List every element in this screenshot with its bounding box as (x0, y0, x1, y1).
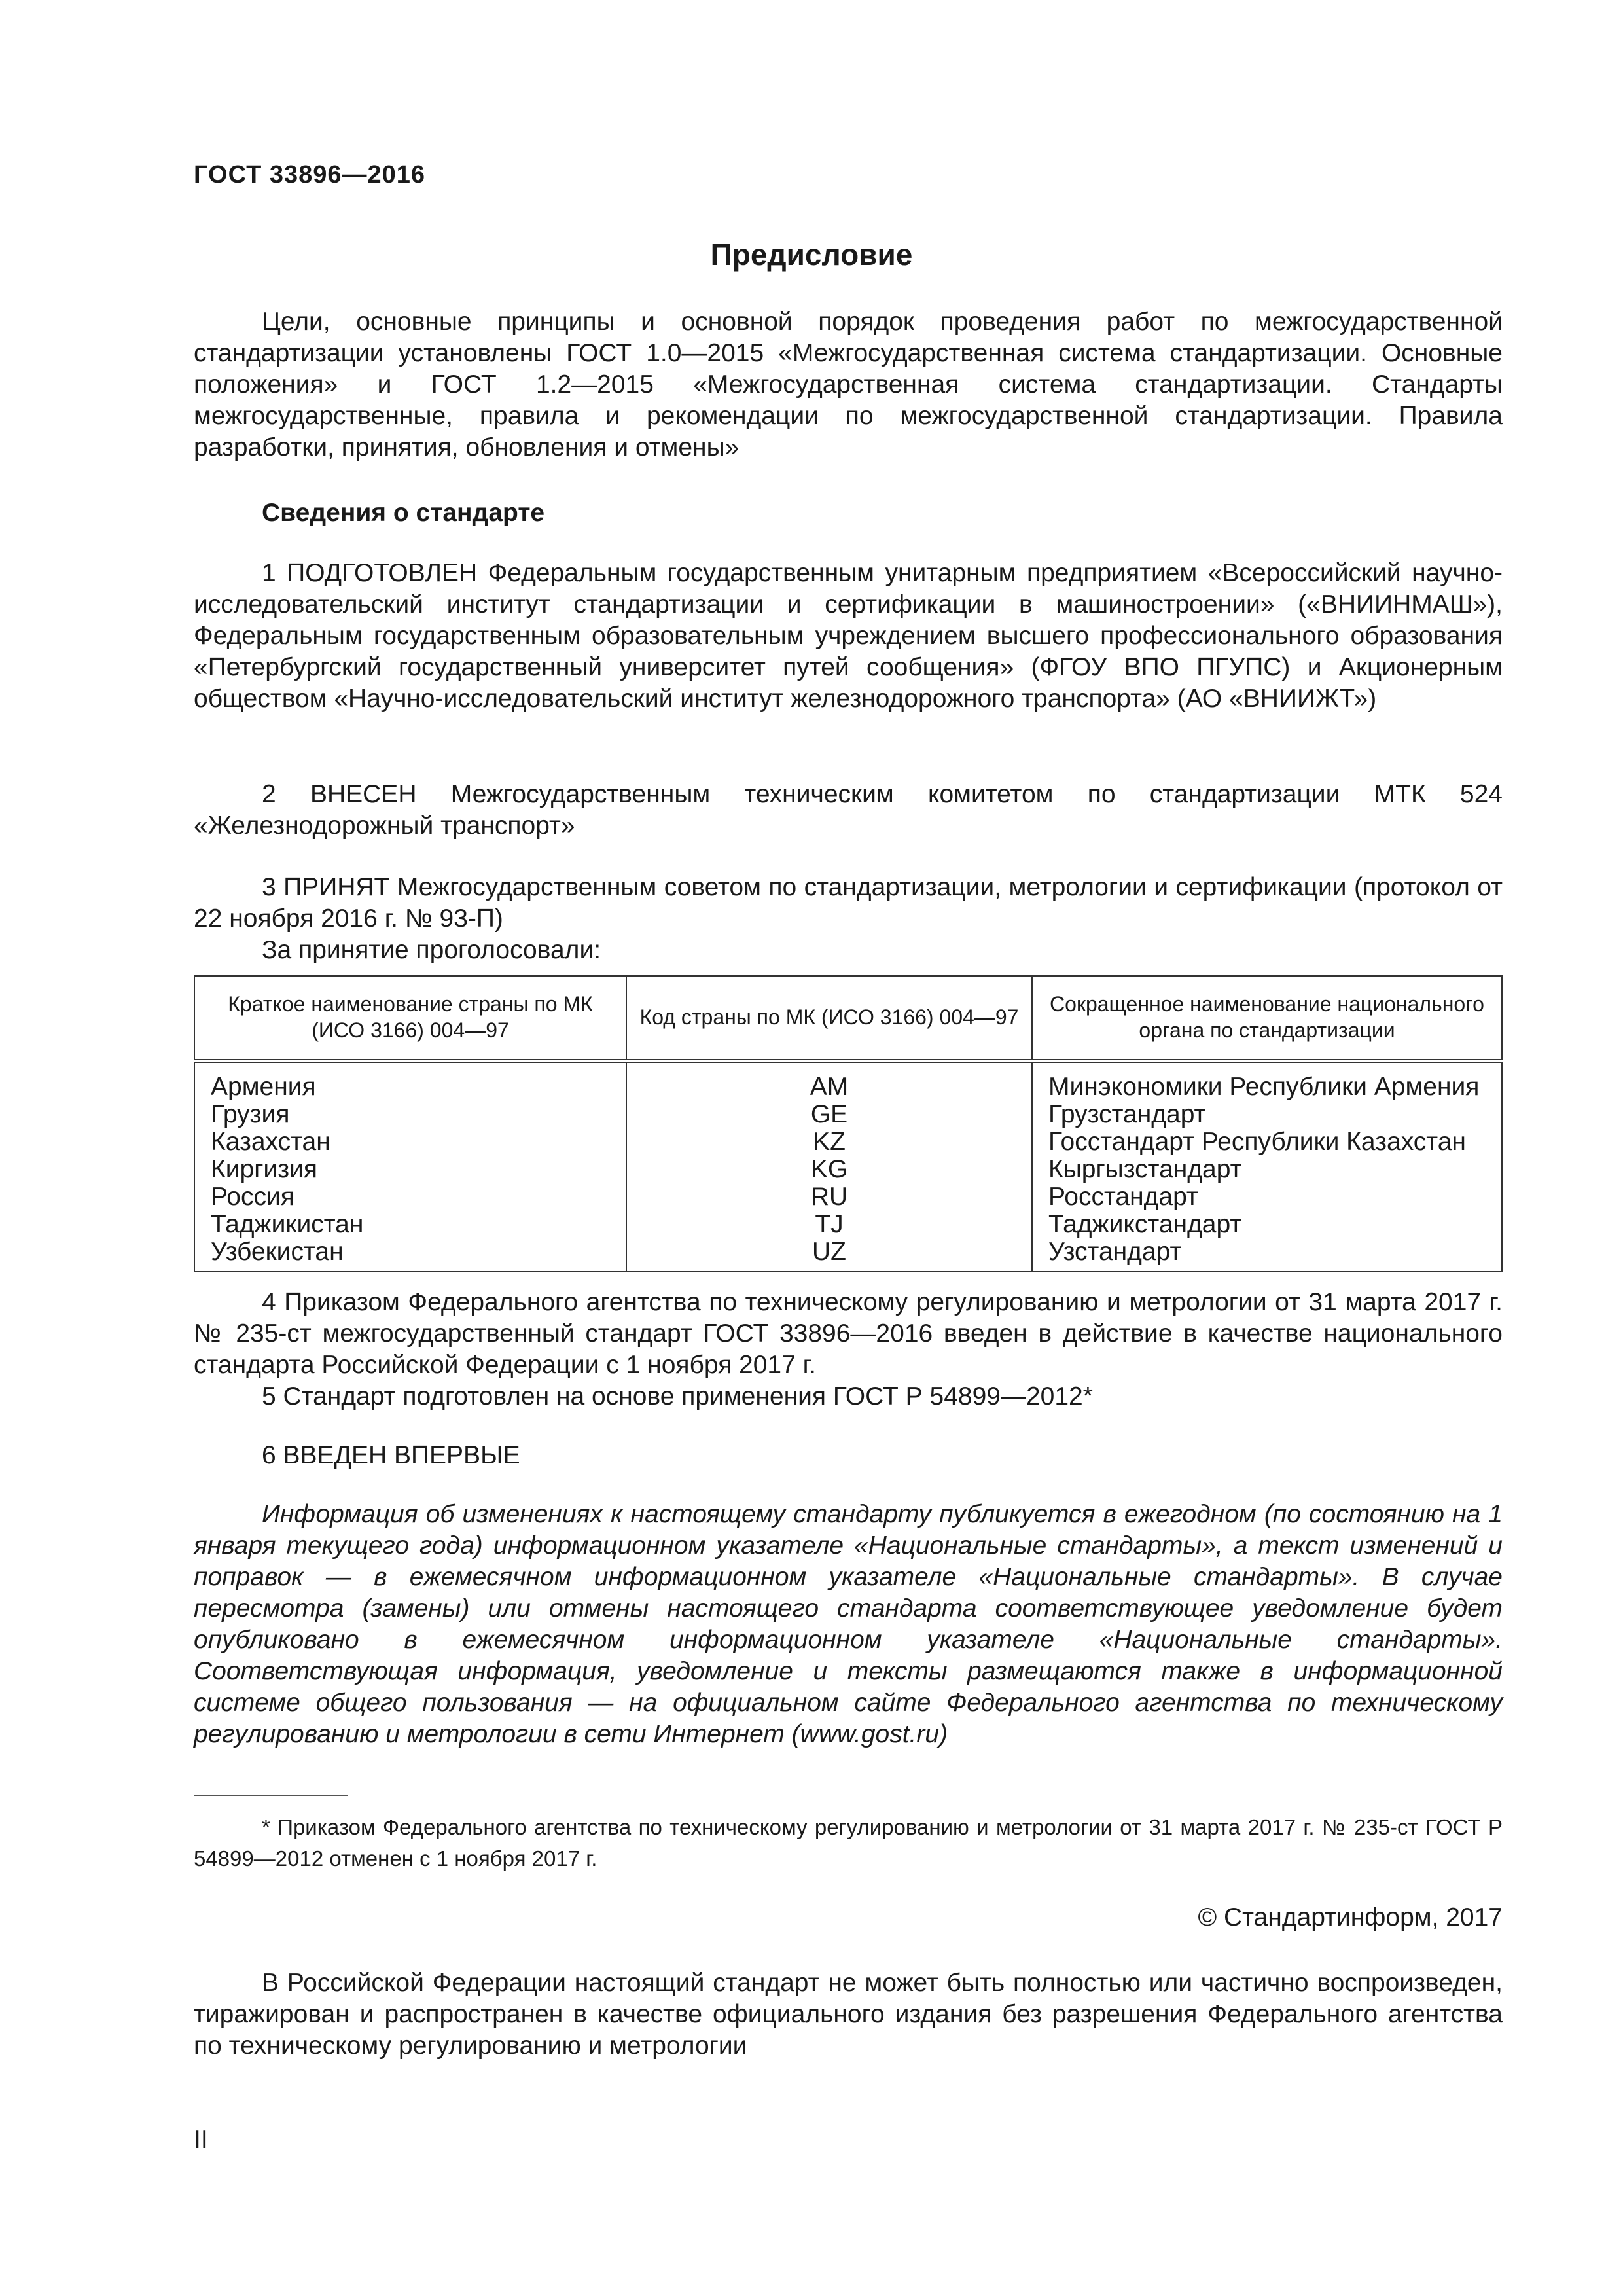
table-cell-country: Узбекистан (194, 1238, 626, 1272)
table-cell-code: UZ (626, 1238, 1032, 1272)
intro-paragraph: Цели, основные принципы и основной порядок проведения работ по межгосударственной стандартизации установлены ГОСТ 1.0—2015 «Межгосударственная система стандартизации. Основные положения» и ГОСТ 1.2—2015 «Межгосударственная система стандартизации. Стандарты межгосударственные, правила и рекомендации по межгосударственной стандартизации. Правила разработки, принятия, обновления и отмены» (194, 308, 1503, 461)
page-title: Предисловие (710, 238, 913, 272)
item-3-voters-caption: За принятие проголосовали: (262, 936, 601, 964)
table-cell-body: Грузстандарт (1032, 1101, 1502, 1128)
table-cell-body: Таджикстандарт (1032, 1211, 1502, 1238)
table-row (194, 1238, 1502, 1272)
item-5-basis: 5 Стандарт подготовлен на основе применения ГОСТ Р 54899—2012* (262, 1382, 1093, 1410)
changes-info-paragraph: Информация об изменениях к настоящему стандарту публикуется в ежегодном (по состоянию на 1 января текущего года) информационном указателе «Национальные стандарты», а текст изменений и поправок — в ежемесячном информационном указателе «Национальные стандарты». В случае пересмотра (замены) или отмены настоящего стандарта соответствующее уведомление будет опубликовано в ежемесячном информационном указателе «Национальные стандарты». Соответствующая информация, уведомление и тексты размещаются также в информационной системе общего пользования — на официальном сайте Федерального агентства по техническому регулированию и метрологии в сети Интернет (www.gost.ru) (194, 1500, 1503, 1748)
copyright: © Стандартинформ, 2017 (1198, 1903, 1503, 1931)
table-row (194, 1156, 1502, 1183)
table-row (194, 1101, 1502, 1128)
table-cell-country: Казахстан (194, 1128, 626, 1156)
voters-table (194, 975, 1503, 1272)
footnote: * Приказом Федерального агентства по техническому регулированию и метрологии от 31 марта 2017 г. № 235-ст ГОСТ Р 54899—2012 отменен с 1 ноября 2017 г. (194, 1815, 1503, 1871)
table-cell-body: Узстандарт (1032, 1238, 1502, 1272)
footnote-separator (194, 1795, 348, 1796)
table-cell-code: GE (626, 1101, 1032, 1128)
item-4-order: 4 Приказом Федерального агентства по техническому регулированию и метрологии от 31 марта 2017 г. № 235-ст межгосударственный стандарт ГОСТ 33896—2016 введен в действие в качестве национального стандарта Российской Федерации с 1 ноября 2017 г. (194, 1288, 1503, 1379)
table-header-body: Сокращенное наименование национального органа по стандартизации (1032, 976, 1502, 1061)
table-cell-code: KG (626, 1156, 1032, 1183)
item-6-first-introduced: 6 ВВЕДЕН ВПЕРВЫЕ (262, 1441, 520, 1469)
table-cell-country: Таджикистан (194, 1211, 626, 1238)
table-cell-country: Россия (194, 1183, 626, 1211)
reproduction-notice: В Российской Федерации настоящий стандарт не может быть полностью или частично воспроизведен, тиражирован и распространен в качестве официального издания без разрешения Федерального агентства по техническому регулированию и метрологии (194, 1969, 1503, 2060)
table-cell-body: Кыргызстандарт (1032, 1156, 1502, 1183)
table-header-code: Код страны по МК (ИСО 3166) 004—97 (626, 976, 1032, 1061)
table-cell-body: Госстандарт Республики Казахстан (1032, 1128, 1502, 1156)
table-cell-country: Грузия (194, 1101, 626, 1128)
table-header-country: Краткое наименование страны по МК (ИСО 3166) 004—97 (194, 976, 626, 1061)
table-cell-code: RU (626, 1183, 1032, 1211)
item-3-adopted: 3 ПРИНЯТ Межгосударственным советом по стандартизации, метрологии и сертификации (протокол от 22 ноября 2016 г. № 93-П) (194, 873, 1503, 933)
page-number: II (194, 2126, 208, 2154)
table-cell-code: AM (626, 1061, 1032, 1101)
table-cell-body: Минэкономики Республики Армения (1032, 1061, 1502, 1101)
item-1-prepared: 1 ПОДГОТОВЛЕН Федеральным государственным унитарным предприятием «Всероссийский научно-исследовательский институт стандартизации и сертификации в машиностроении» («ВНИИНМАШ»), Федеральным государственным образовательным учреждением высшего профессионального образования «Петербургский государственный университет путей сообщения» (ФГОУ ВПО ПГУПС) и Акционерным обществом «Научно-исследовательский институт железнодорожного транспорта» (АО «ВНИИЖТ») (194, 559, 1503, 713)
table-row (194, 1211, 1502, 1238)
table-cell-country: Армения (194, 1061, 626, 1101)
standard-code: ГОСТ 33896—2016 (194, 161, 426, 188)
table-row (194, 1183, 1502, 1211)
table-row (194, 1061, 1502, 1101)
table-cell-code: TJ (626, 1211, 1032, 1238)
item-2-introduced: 2 ВНЕСЕН Межгосударственным техническим комитетом по стандартизации МТК 524 «Железнодорожный транспорт» (194, 780, 1503, 840)
table-row (194, 1128, 1502, 1156)
table-cell-code: KZ (626, 1128, 1032, 1156)
table-cell-country: Киргизия (194, 1156, 626, 1183)
table-header-row (194, 976, 1502, 1061)
table-cell-body: Росстандарт (1032, 1183, 1502, 1211)
subheading: Сведения о стандарте (262, 499, 545, 527)
